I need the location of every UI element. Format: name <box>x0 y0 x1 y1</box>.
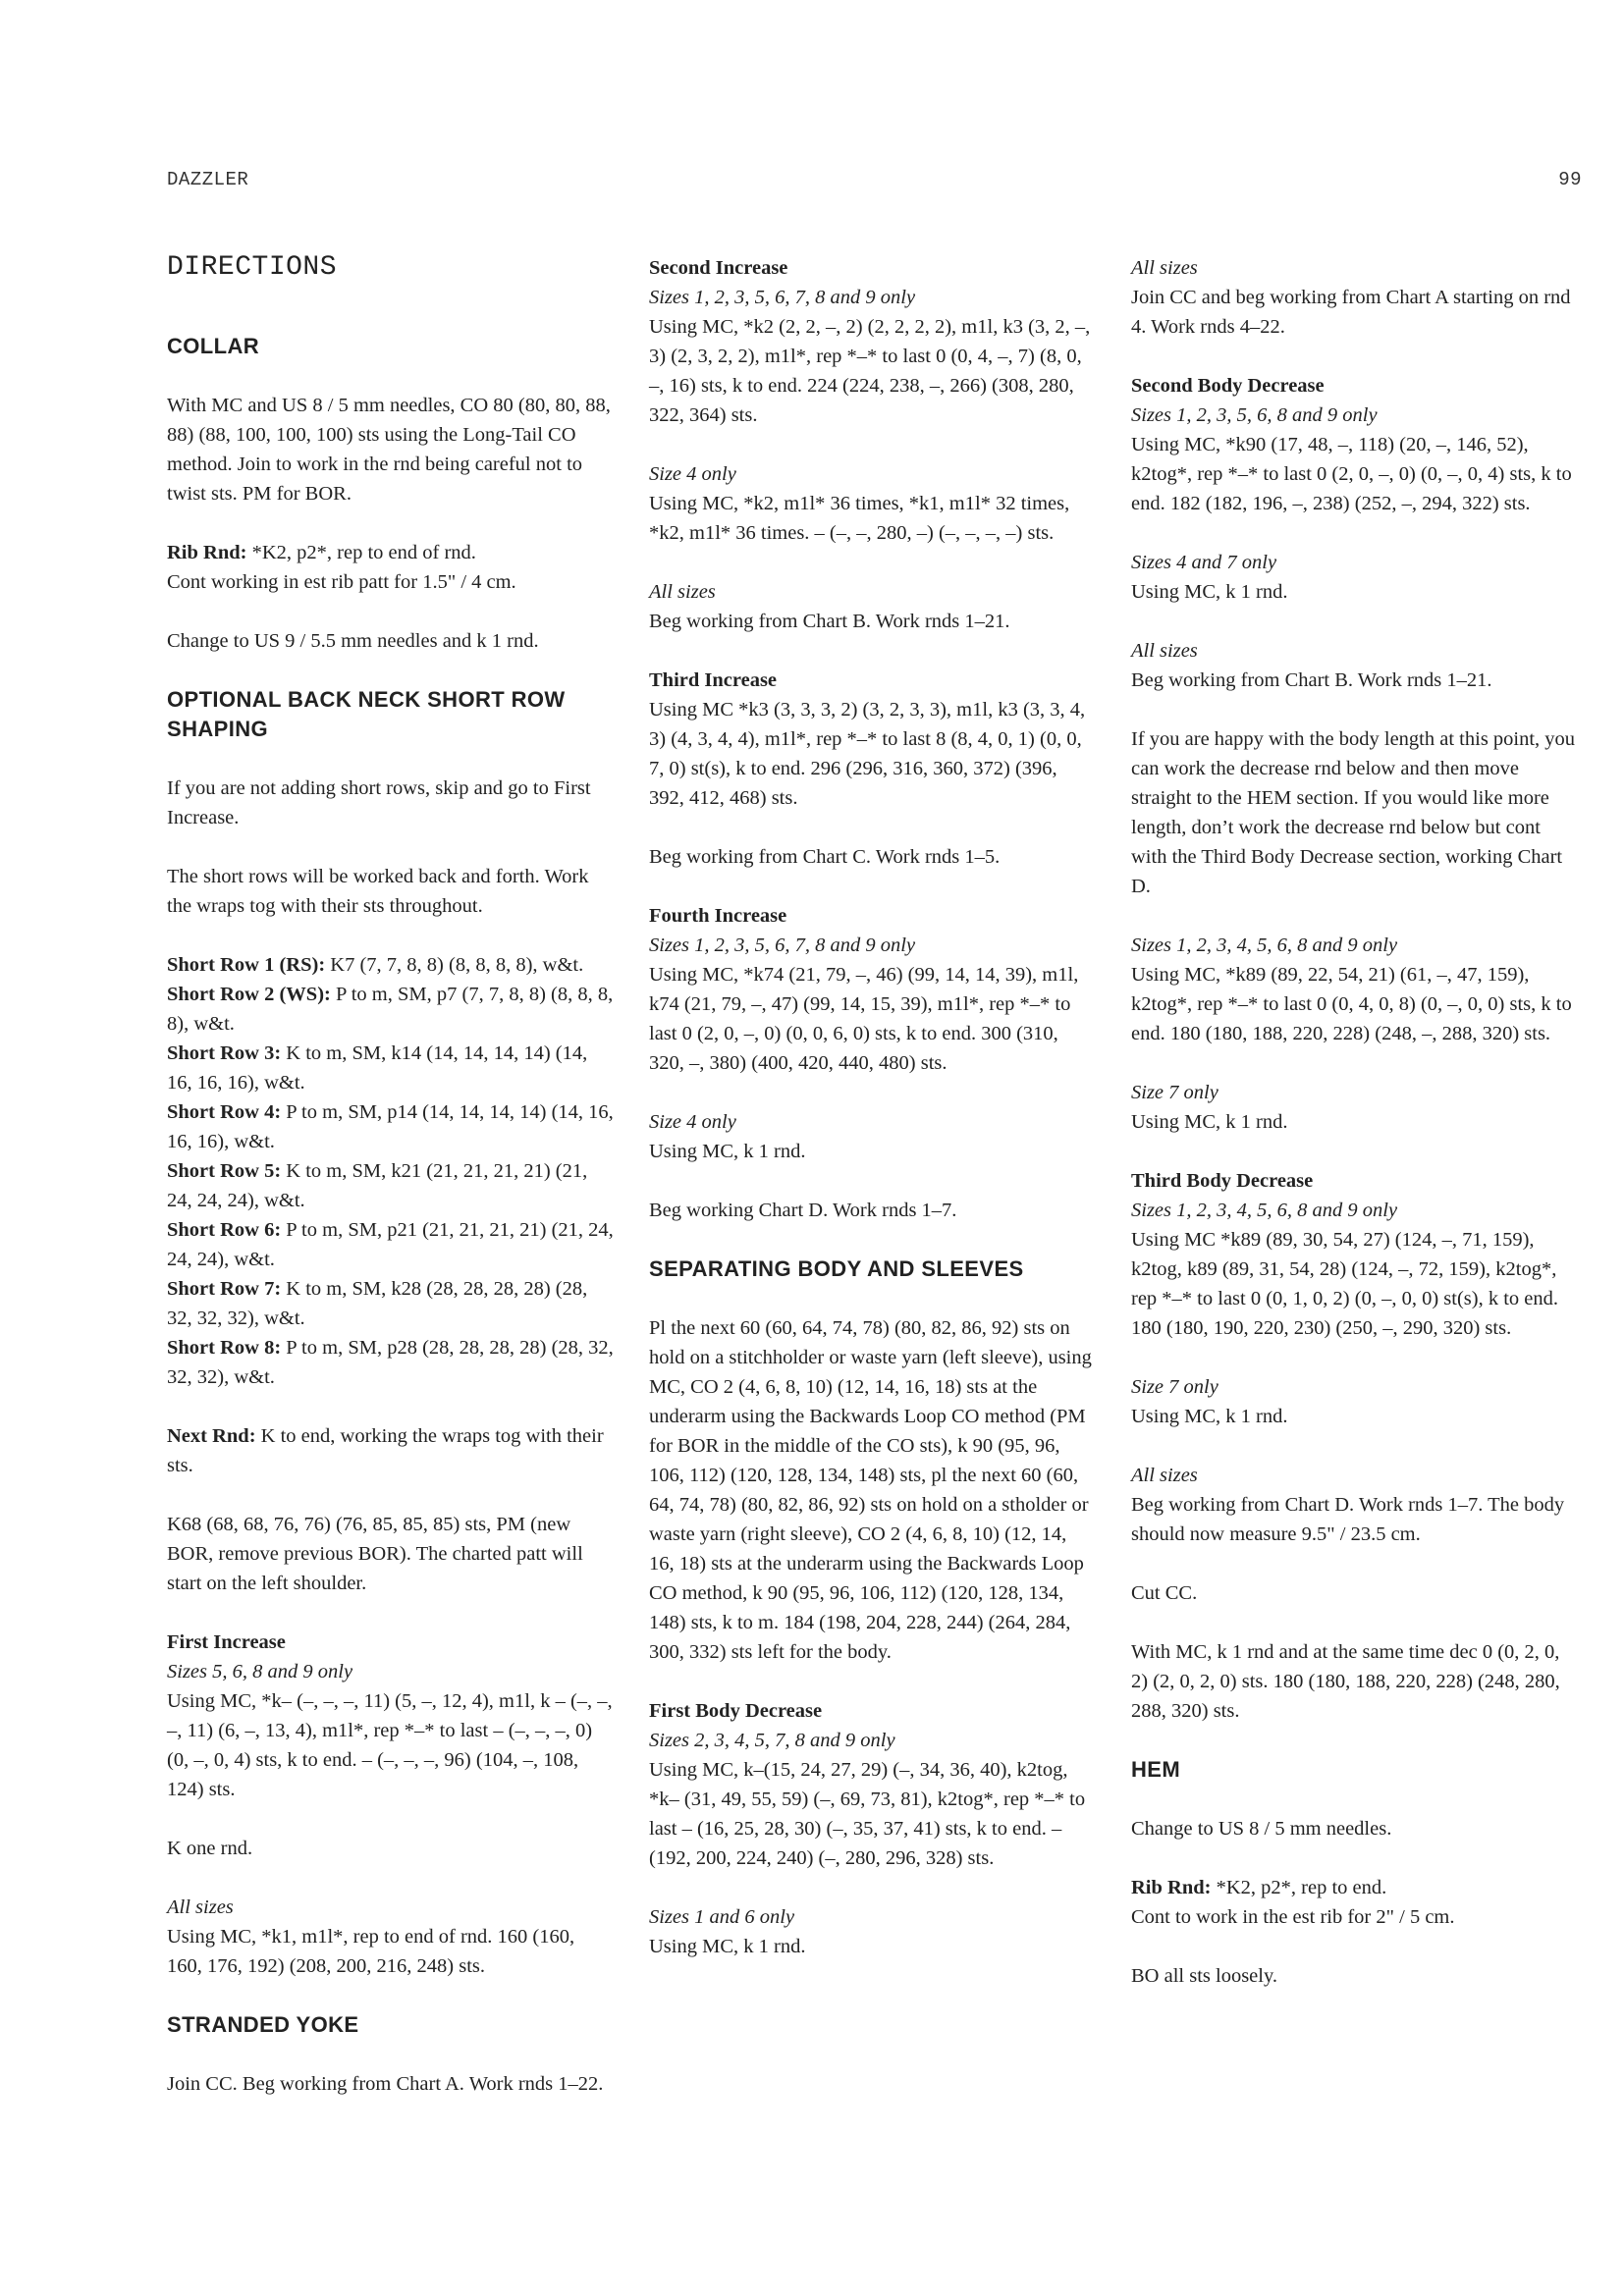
sizes-4-7-text: Using MC, k 1 rnd. <box>1131 581 1288 603</box>
short-row-item <box>167 950 614 980</box>
rib-round-text: *K2, p2*, rep to end of rnd. <box>246 542 476 563</box>
size-7b-text: Using MC, k 1 rnd. <box>1131 1406 1288 1427</box>
short-row-item <box>167 1333 614 1392</box>
separating-heading: SEPARATING BODY AND SLEEVES <box>649 1256 1024 1281</box>
chart-c-text: Beg working from Chart C. Work rnds 1–5. <box>649 846 1001 868</box>
third-body-decrease-text: Using MC *k89 (89, 30, 54, 27) (124, –, 71, 159), k2tog, k89 (89, 31, 54, 28) (124, –, 72, 159), k2tog*, rep *–* to last 0 (0, 1, 0, 2) (0, –, 0, 0) st(s), k to end. 180 (180, 190, 220, 230) (250, –, 290, 320) sts. <box>1131 1229 1558 1339</box>
short-rows-list <box>167 950 614 1392</box>
rib-round <box>167 538 614 567</box>
decrease-sizes: Sizes 1, 2, 3, 4, 5, 6, 8 and 9 only <box>1131 934 1398 956</box>
all-sizes-text: Beg working from Chart B. Work rnds 1–21. <box>1131 669 1492 691</box>
all-sizes-label: All sizes <box>1131 640 1198 662</box>
size-7-label: Size 7 only <box>1131 1082 1218 1103</box>
rib-continue: Cont working in est rib patt for 1.5" / 4 cm. <box>167 571 516 593</box>
stranded-yoke-heading: STRANDED YOKE <box>167 2012 359 2037</box>
first-body-decrease-sizes: Sizes 2, 3, 4, 5, 7, 8 and 9 only <box>649 1730 895 1751</box>
second-body-decrease-text: Using MC, *k90 (17, 48, –, 118) (20, –, 146, 52), k2tog*, rep *–* to last 0 (2, 0, –, 0) (0, –, 0, 4) sts, k to end. 182 (182, 196, –, 238) (252, –, 294, 322) sts. <box>1131 434 1572 514</box>
size-4-text: Using MC, *k2, m1l* 36 times, *k1, m1l* 32 times, *k2, m1l* 36 times. – (–, –, 280, –) (–, –, –, –) sts. <box>649 493 1070 544</box>
short-row-item <box>167 1156 614 1215</box>
collar-text: With MC and US 8 / 5 mm needles, CO 80 (80, 80, 88, 88) (88, 100, 100, 100) sts using the Long-Tail CO method. Join to work in the rnd being careful not to twist sts. PM for BOR. <box>167 395 611 505</box>
short-row-label: Short Row 8: <box>167 1337 282 1359</box>
sizes-1-6-text: Using MC, k 1 rnd. <box>649 1936 806 1957</box>
k68-text: K68 (68, 68, 76, 76) (76, 85, 85, 85) sts, PM (new BOR, remove previous BOR). The charted patt will start on the left shoulder. <box>167 1514 583 1594</box>
all-sizes-text: Beg working from Chart D. Work rnds 1–7. The body should now measure 9.5" / 23.5 cm. <box>1131 1494 1565 1545</box>
next-round-label: Next Rnd: <box>167 1425 256 1447</box>
short-row-text: P to m, SM, p28 (28, 28, 28, 28) (28, 32, 32, 32), w&t. <box>167 1337 614 1388</box>
first-body-decrease-heading: First Body Decrease <box>649 1700 823 1722</box>
size-7-text: Using MC, k 1 rnd. <box>1131 1111 1288 1133</box>
short-row-item <box>167 1097 614 1156</box>
sizes-4-7-label: Sizes 4 and 7 only <box>1131 552 1277 573</box>
fourth-increase-sizes: Sizes 1, 2, 3, 5, 6, 7, 8 and 9 only <box>649 934 916 956</box>
all-sizes-label: All sizes <box>1131 257 1198 279</box>
short-row-text: K to m, SM, k21 (21, 21, 21, 21) (21, 24, 24, 24), w&t. <box>167 1160 588 1211</box>
third-increase-text: Using MC *k3 (3, 3, 3, 2) (3, 2, 3, 3), m1l, k3 (3, 3, 4, 3) (4, 3, 4, 4), m1l*, rep *–* to last 8 (8, 4, 0, 1) (0, 0, 7, 0) st(s), k to end. 296 (296, 316, 360, 372) (396, 392, 412, 468) sts. <box>649 699 1086 809</box>
all-sizes-text: Beg working from Chart B. Work rnds 1–21. <box>649 611 1010 632</box>
short-row-intro: If you are not adding short rows, skip and go to First Increase. <box>167 777 591 828</box>
decrease-text: Using MC, *k89 (89, 22, 54, 21) (61, –, 47, 159), k2tog*, rep *–* to last 0 (0, 4, 0, 8) (0, –, 0, 0) sts, k to end. 180 (180, 188, 220, 228) (248, –, 288, 320) sts. <box>1131 964 1572 1044</box>
separating-text: Pl the next 60 (60, 64, 74, 78) (80, 82, 86, 92) sts on hold on a stitchholder or waste yarn (left sleeve), using MC, CO 2 (4, 6, 8, 10) (12, 14, 16, 18) sts at the underarm using the Backwards Loop CO method (PM for BOR in the middle of the CO sts), k 90 (95, 96, 106, 112) (120, 128, 134, 148) sts, pl the next 60 (60, 64, 74, 78) (80, 82, 86, 92) sts on hold on a stholder or waste yarn (right sleeve), CO 2 (4, 6, 8, 10) (12, 14, 16, 18) sts at the underarm using the Backwards Loop CO method, k 90 (95, 96, 106, 112) (120, 128, 134, 148) sts, k to m. 184 (198, 204, 228, 244) (264, 284, 300, 332) sts left for the body. <box>649 1317 1092 1663</box>
fourth-increase-text: Using MC, *k74 (21, 79, –, 46) (99, 14, 14, 39), m1l, k74 (21, 79, –, 47) (99, 14, 15, 39), m1l*, rep *–* to last 0 (2, 0, –, 0) (0, 0, 6, 0) sts, k to end. 300 (310, 320, –, 380) (400, 420, 440, 480) sts. <box>649 964 1079 1074</box>
all-sizes-text: Join CC and beg working from Chart A starting on rnd 4. Work rnds 4–22. <box>1131 287 1571 338</box>
short-row-label: Short Row 2 (WS): <box>167 984 331 1005</box>
hem-rib-label: Rib Rnd: <box>1131 1877 1212 1898</box>
all-sizes-text: Using MC, *k1, m1l*, rep to end of rnd. 160 (160, 160, 176, 192) (208, 200, 216, 248) sts. <box>167 1926 575 1977</box>
second-increase-sizes: Sizes 1, 2, 3, 5, 6, 7, 8 and 9 only <box>649 287 916 308</box>
short-row-label: Short Row 7: <box>167 1278 282 1300</box>
short-row-text: K to m, SM, k28 (28, 28, 28, 28) (28, 32, 32, 32), w&t. <box>167 1278 588 1329</box>
cut-cc-text: Cut CC. <box>1131 1582 1198 1604</box>
short-row-text: K7 (7, 7, 8, 8) (8, 8, 8, 8), w&t. <box>325 954 584 976</box>
next-round <box>167 1421 614 1480</box>
change-needles-text: Change to US 9 / 5.5 mm needles and k 1 rnd. <box>167 630 539 652</box>
hem-rib-round <box>1131 1873 1578 1902</box>
second-body-decrease-heading: Second Body Decrease <box>1131 375 1325 397</box>
all-sizes-label: All sizes <box>1131 1465 1198 1486</box>
first-increase-heading: First Increase <box>167 1631 286 1653</box>
short-row-label: Short Row 6: <box>167 1219 282 1241</box>
rib-round-label: Rib Rnd: <box>167 542 247 563</box>
short-row-text: P to m, SM, p21 (21, 21, 21, 21) (21, 24, 24, 24), w&t. <box>167 1219 614 1270</box>
page-number: 99 <box>1558 169 1582 190</box>
size-4b-text: Using MC, k 1 rnd. <box>649 1141 806 1162</box>
hem-heading: HEM <box>1131 1757 1181 1782</box>
size-4-label: Size 4 only <box>649 463 736 485</box>
short-row-text: K to m, SM, k14 (14, 14, 14, 14) (14, 16, 16, 16), w&t. <box>167 1042 588 1094</box>
short-row-item <box>167 1274 614 1333</box>
running-head-title: DAZZLER <box>167 169 249 190</box>
short-row-heading: OPTIONAL BACK NECK SHORT ROW SHAPING <box>167 687 566 741</box>
short-row-item <box>167 1039 614 1097</box>
directions-title: DIRECTIONS <box>167 252 338 283</box>
first-increase-sizes: Sizes 5, 6, 8 and 9 only <box>167 1661 353 1682</box>
second-increase-heading: Second Increase <box>649 257 788 279</box>
third-increase-heading: Third Increase <box>649 669 778 691</box>
short-row-text: P to m, SM, p14 (14, 14, 14, 14) (14, 16, 16, 16), w&t. <box>167 1101 614 1152</box>
next-round-text: K to end, working the wraps tog with their sts. <box>167 1425 604 1476</box>
stranded-yoke-text: Join CC. Beg working from Chart A. Work rnds 1–22. <box>167 2073 604 2095</box>
sizes-1-6-label: Sizes 1 and 6 only <box>649 1906 795 1928</box>
bind-off-text: BO all sts loosely. <box>1131 1965 1278 1987</box>
short-row-label: Short Row 1 (RS): <box>167 954 326 976</box>
short-row-label: Short Row 3: <box>167 1042 282 1064</box>
short-row-item <box>167 1215 614 1274</box>
hem-rib-text: *K2, p2*, rep to end. <box>1211 1877 1387 1898</box>
first-increase-text: Using MC, *k– (–, –, –, 11) (5, –, 12, 4), m1l, k – (–, –, –, 11) (6, –, 13, 4), m1l*, rep *–* to last – (–, –, –, 0) (0, –, 0, 4) sts, k to end. – (–, –, –, 96) (104, –, 108, 124) sts. <box>167 1690 613 1800</box>
short-row-item <box>167 980 614 1039</box>
collar-heading: COLLAR <box>167 334 260 358</box>
short-row-intro-2: The short rows will be worked back and forth. Work the wraps tog with their sts throughout. <box>167 866 589 917</box>
fourth-increase-heading: Fourth Increase <box>649 905 787 927</box>
first-body-decrease-text: Using MC, k–(15, 24, 27, 29) (–, 34, 36, 40), k2tog, *k– (31, 49, 55, 59) (–, 69, 73, 81), k2tog*, rep *–* to last – (16, 25, 28, 30) (–, 35, 37, 41) sts, k to end. – (192, 200, 224, 240) (–, 280, 296, 328) sts. <box>649 1759 1086 1869</box>
column-2 <box>649 253 1096 1991</box>
all-sizes-label: All sizes <box>649 581 716 603</box>
short-row-label: Short Row 5: <box>167 1160 282 1182</box>
short-row-label: Short Row 4: <box>167 1101 282 1123</box>
all-sizes-label: All sizes <box>167 1896 234 1918</box>
final-decrease-text: With MC, k 1 rnd and at the same time dec 0 (0, 2, 0, 2) (2, 0, 2, 0) sts. 180 (180, 188, 220, 228) (248, 280, 288, 320) sts. <box>1131 1641 1560 1722</box>
chart-d-text: Beg working Chart D. Work rnds 1–7. <box>649 1200 957 1221</box>
k-one-round: K one rnd. <box>167 1838 253 1859</box>
size-4b-label: Size 4 only <box>649 1111 736 1133</box>
hem-text: Change to US 8 / 5 mm needles. <box>1131 1818 1392 1840</box>
column-1 <box>167 253 614 2128</box>
third-body-decrease-sizes: Sizes 1, 2, 3, 4, 5, 6, 8 and 9 only <box>1131 1200 1398 1221</box>
short-row-text: P to m, SM, p7 (7, 7, 8, 8) (8, 8, 8, 8), w&t. <box>167 984 614 1035</box>
size-7b-label: Size 7 only <box>1131 1376 1218 1398</box>
second-body-decrease-sizes: Sizes 1, 2, 3, 5, 6, 8 and 9 only <box>1131 404 1378 426</box>
second-increase-text: Using MC, *k2 (2, 2, –, 2) (2, 2, 2, 2), m1l, k3 (3, 2, –, 3) (2, 3, 2, 2), m1l*, rep *–* to last 0 (0, 4, –, 7) (8, 0, –, 16) sts, k to end. 224 (224, 238, –, 266) (308, 280, 322, 364) sts. <box>649 316 1091 426</box>
column-3 <box>1131 253 1578 2020</box>
hem-rib-continue: Cont to work in the est rib for 2" / 5 cm. <box>1131 1906 1455 1928</box>
body-length-note: If you are happy with the body length at this point, you can work the decrease rnd below and then move straight to the HEM section. If you would like more length, don’t work the decrease rnd below but cont with the Third Body Decrease section, working Chart D. <box>1131 728 1576 897</box>
third-body-decrease-heading: Third Body Decrease <box>1131 1170 1314 1192</box>
